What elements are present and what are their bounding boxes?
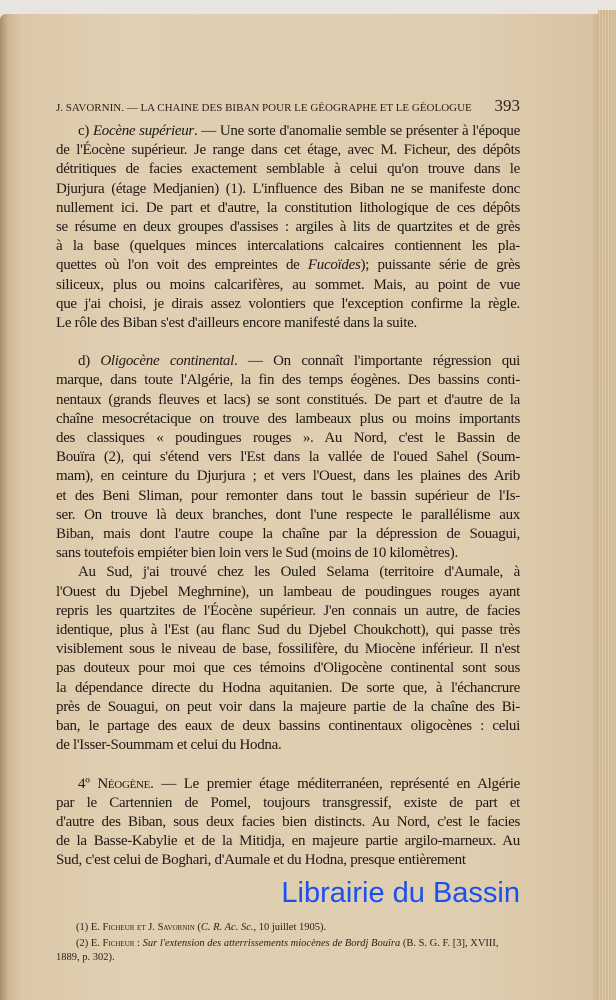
running-title: J. SAVORNIN. — LA CHAINE DES BIBAN POUR LE GÉOGRAPHE ET LE GÉOLOGUE	[56, 102, 472, 114]
text-line	[56, 180, 520, 199]
text-line	[56, 506, 520, 525]
text-segment: Biban, mais dont l'autre coupe la chaîne par la dépression de Souagui,	[56, 526, 520, 543]
text-segment: quettes où l'on voit des empreintes de	[56, 257, 308, 274]
text-line	[56, 794, 520, 813]
text-segment: et des Beni Sliman, pour remonter dans tout le bassin supérieur de l'Is-	[56, 487, 520, 504]
text-line	[56, 544, 520, 563]
section-heading: Néogène	[97, 775, 151, 792]
text-line	[56, 832, 520, 851]
text-line	[56, 467, 520, 486]
text-line	[56, 851, 520, 870]
text-line	[56, 583, 520, 602]
footnotes	[56, 921, 520, 965]
text-line	[56, 602, 520, 621]
text-segment: visiblement sous le niveau de base, fossilifère, du Miocène inférieur. Il n'est	[56, 641, 520, 658]
text-segment: d'autre des Biban, sous deux facies bien distincts. Au Nord, c'est le facies	[56, 813, 520, 830]
text-line	[56, 775, 520, 794]
text-line	[56, 717, 520, 736]
text-line	[56, 813, 520, 832]
text-segment: de l'Isser-Soummam et celui du Hodna.	[56, 737, 282, 754]
text-line	[56, 122, 520, 141]
text-segment: l'Ouest du Djebel Meghrnine), un lambeau de poudingues rouges ayant	[56, 583, 520, 600]
footnote-1	[56, 921, 520, 935]
footnote-title: Sur l'extension des atterrissements miocènes de Bordj Bouïra	[142, 937, 401, 949]
text-segment: près de Souagui, on peut voir dans la majeure partie de la chaîne des Bi-	[56, 698, 520, 715]
footnote-title: C. R. Ac. Sc.	[200, 921, 254, 933]
text-segment: . — Une sorte d'anomalie semble se présenter à l'époque	[193, 123, 520, 139]
text-segment: ); puissante série de grès	[360, 257, 520, 274]
text-segment: la dépendance directe du Hodna aquitanien. De sorte que, à l'échancrure	[56, 679, 520, 696]
text-line	[56, 563, 520, 582]
watermark: Librairie du Bassin	[281, 876, 520, 909]
text-line	[56, 640, 520, 659]
text-segment: se résume en deux groupes d'assises : argiles à lits de quartzites et de grès	[56, 219, 520, 236]
text-segment: de l'Éocène supérieur. Je range dans cet étage, avec M. Ficheur, des dépôts	[56, 142, 520, 159]
footnote-text: , 10 juillet 1905).	[253, 921, 327, 933]
footnote-text: (1) E. Ficheur et J. Savornin (	[76, 921, 201, 933]
text-line	[56, 448, 520, 467]
text-line	[56, 410, 520, 429]
text-line	[56, 314, 520, 333]
text-segment: ban, le partage des eaux de deux bassins continentaux oligocènes : celui	[56, 718, 520, 735]
text-line	[56, 256, 520, 275]
text-segment: de la Basse-Kabylie et de la Mitidja, en majeure partie argilo-marneux. Au	[56, 833, 520, 850]
text-line	[56, 141, 520, 160]
text-segment: 4º	[78, 775, 98, 792]
text-line	[56, 371, 520, 390]
page-edges	[598, 10, 616, 1000]
text-segment: d)	[78, 353, 101, 370]
footnote-text: (2) E. Ficheur :	[76, 937, 143, 949]
text-line	[56, 218, 520, 237]
text-segment: à la base (quelques minces intercalations calcaires contiennent les pla-	[56, 238, 520, 255]
text-line	[56, 276, 520, 295]
text-segment: nentaux (grands fleuves et lacs) se sont constitués. De part et d'autre de la	[56, 391, 520, 408]
text-segment: chaîne mesocrétacique on trouve des lambeaux plus ou moins importants	[56, 410, 520, 427]
text-segment: par le Cartennien de Pomel, toujours transgressif, existe de part et	[56, 794, 520, 811]
text-segment: sans toutefois empiéter bien loin vers le Sud (moins de 10 kilomètres).	[56, 545, 458, 562]
text-line	[56, 679, 520, 698]
text-segment: Bouïra (2), qui s'étend vers l'Est dans la vallée de l'oued Sahel (Soum-	[56, 449, 520, 466]
text-segment: des classiques « poudingues rouges ». Au Nord, c'est le Bassin de	[56, 430, 520, 447]
text-segment: identique, plus à l'Est (au flanc Sud du Djebel Choukchott), qui passe très	[56, 622, 520, 639]
text-segment: repris les quartzites de l'Éocène supérieur. J'en connais un autre, de facies	[56, 602, 520, 619]
text-line	[56, 237, 520, 256]
text-segment: mam), en ceinture du Djurjura ; et vers l'Ouest, dans les plaines des Arib	[56, 468, 520, 485]
text-segment: nullement ici. De part et d'autre, la constitution lithologique de ces dépôts	[56, 199, 520, 216]
text-segment: . — Le premier étage méditerranéen, représenté en Algérie	[150, 775, 520, 792]
paragraph-neogene	[56, 775, 520, 871]
text-line	[56, 295, 520, 314]
text-segment: ser. On trouve là deux branches, dont l'une respecte le parallélisme aux	[56, 506, 520, 523]
text-segment: c)	[78, 123, 93, 139]
page-number: 393	[494, 96, 520, 115]
text-line	[56, 199, 520, 218]
paragraph-au-sud	[56, 563, 520, 755]
text-segment: Djurjura (étage Medjanien) (1). L'influence des Biban ne se manifeste donc	[56, 180, 520, 197]
text-segment: pas douteux pour moi que ces témoins d'Oligocène continental sont sous	[56, 660, 520, 677]
text-line	[56, 352, 520, 371]
text-line	[56, 487, 520, 506]
text-segment: détritiques de facies exactement semblable à celui qu'on trouve dans le	[56, 161, 520, 178]
text-segment: marque, dans toute l'Algérie, la fin des temps éogènes. Des bassins conti-	[56, 372, 520, 389]
italic-term: Eocène supérieur	[92, 123, 194, 139]
text-segment: Le rôle des Biban s'est d'ailleurs encore manifesté dans la suite.	[56, 315, 417, 332]
text-line	[56, 621, 520, 640]
text-segment: . — On connaît l'importante régression qui	[234, 353, 520, 370]
text-line	[56, 736, 520, 755]
text-line	[56, 160, 520, 179]
text-segment: Au Sud, j'ai trouvé chez les Ouled Selama (territoire d'Aumale, à	[78, 564, 520, 581]
footnote-2	[56, 937, 520, 965]
text-line	[56, 429, 520, 448]
text-line	[56, 525, 520, 544]
italic-term: Oligocène continental	[100, 353, 234, 370]
text-segment: siliceux, plus ou moins calcarifères, au sommet. Mais, au point de vue	[56, 276, 520, 293]
text-line	[56, 391, 520, 410]
text-line	[56, 698, 520, 717]
paragraph-eocene	[56, 122, 520, 333]
text-line	[56, 659, 520, 678]
page-content	[56, 0, 520, 985]
italic-term: Fucoïdes	[307, 257, 361, 274]
footnote-text: (B. S. G. F. [3], XVIII, 1889, p. 302).	[56, 937, 499, 963]
text-segment: Sud, c'est celui de Boghari, d'Aumale et du Hodna, presque entièrement	[56, 852, 466, 869]
running-header	[56, 96, 520, 116]
text-segment: que j'ai choisi, je dirais assez volontiers que l'exception confirme la règle.	[56, 295, 520, 312]
paragraph-oligocene	[56, 352, 520, 563]
